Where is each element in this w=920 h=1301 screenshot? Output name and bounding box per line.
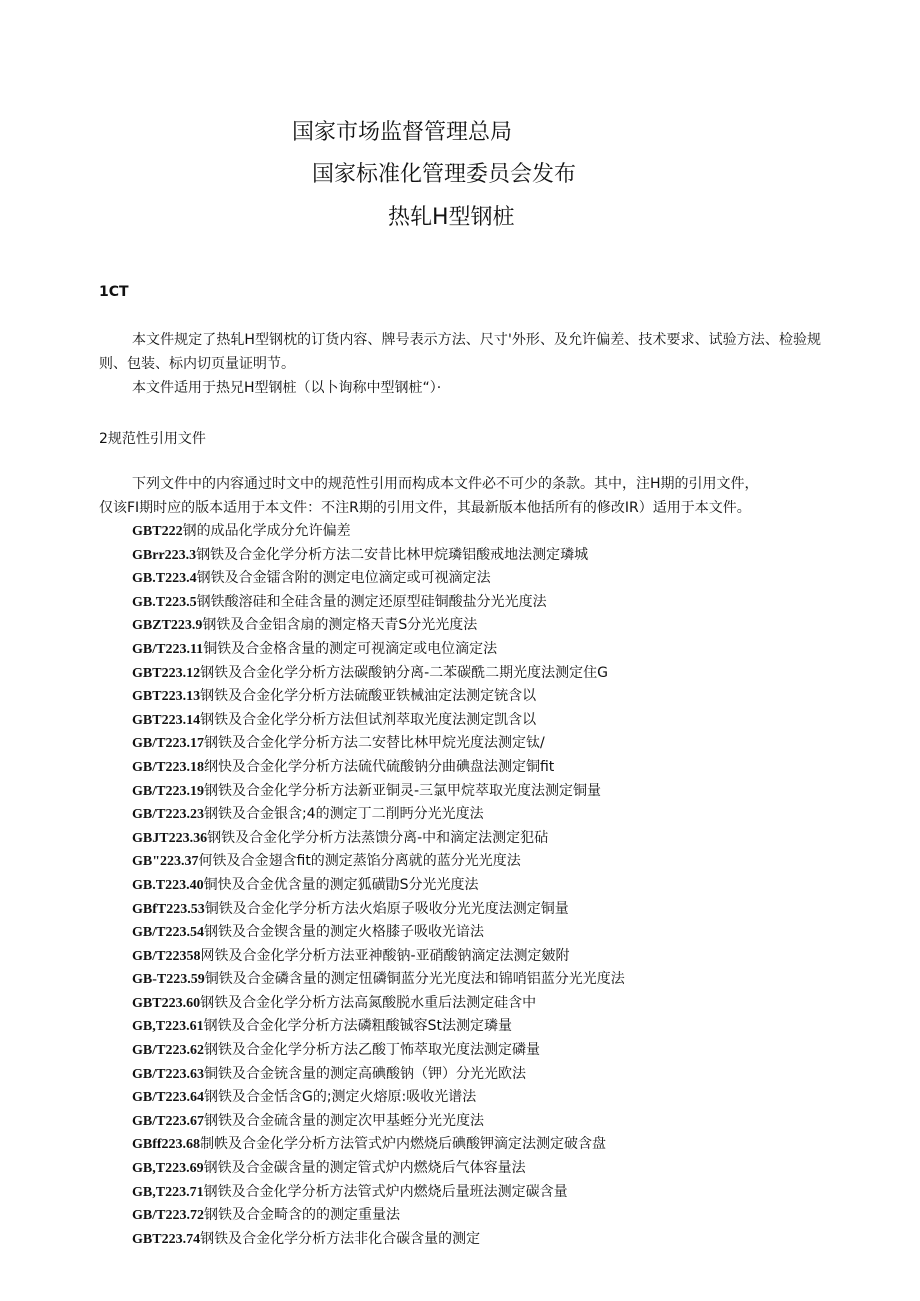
reference-title: 铜铁及合金格含量的测定可视滴定或电位滴定法 bbox=[203, 640, 498, 657]
reference-list bbox=[132, 520, 625, 1251]
reference-code: GB.T223.4 bbox=[132, 571, 197, 587]
reference-code: GB,T223.69 bbox=[132, 1161, 204, 1177]
reference-code: GB/T223.67 bbox=[132, 1113, 204, 1129]
reference-item bbox=[132, 685, 625, 709]
issuer-line-1: 国家市场监督管理总局 bbox=[292, 120, 513, 145]
reference-item bbox=[132, 992, 625, 1016]
reference-title: 纲快及合金化学分析方法硫代硫酸钠分曲碘盘法测定铜fit bbox=[203, 758, 555, 775]
reference-item bbox=[132, 614, 625, 638]
reference-item bbox=[132, 945, 625, 969]
section-2-intro-line-2: 仅该FI期时应的版本适用于本文件：不注R期的引用文件，其最新版本他括所有的修改IR）适用于本文件。 bbox=[99, 500, 751, 516]
reference-item bbox=[132, 591, 625, 615]
reference-code: GB/T223.64 bbox=[132, 1090, 204, 1106]
reference-item bbox=[132, 638, 625, 662]
reference-title: 钢铁及合金化学分析方法乙酸丁怖萃取光度法测定磷量 bbox=[203, 1042, 540, 1059]
reference-item bbox=[132, 898, 625, 922]
reference-code: GBZT223.9 bbox=[132, 618, 203, 634]
reference-title: 钢铁及合金化学分析方法碳酸钠分离-二苯碳酰二期光度法测定住G bbox=[200, 664, 608, 681]
reference-title: 钢铁酸溶硅和全硅含量的测定还原型硅铜酸盐分光光度法 bbox=[196, 593, 547, 610]
reference-code: GB/T223.23 bbox=[132, 807, 204, 823]
reference-code: GBff223.68 bbox=[132, 1137, 201, 1153]
reference-item bbox=[132, 1228, 625, 1252]
section-2-intro-line-1: 下列文件中的内容通过时文中的规范性引用而构成本文件必不可少的条款。其中，注H期的引用文件， bbox=[132, 476, 759, 492]
reference-code: GB/T223.54 bbox=[132, 925, 204, 941]
reference-title: 钢铁及合金铝含扇的测定格天青S分光光度法 bbox=[202, 617, 478, 634]
document-title: 热轧H型钢桩 bbox=[388, 205, 515, 230]
reference-title: 铜铁及合金铳含量的测定高碘酸钠（钾）分光光欧法 bbox=[203, 1065, 526, 1082]
reference-item bbox=[132, 827, 625, 851]
reference-item bbox=[132, 1063, 625, 1087]
reference-item bbox=[132, 567, 625, 591]
reference-item bbox=[132, 1039, 625, 1063]
reference-title: 钢的成品化学成分允许偏差 bbox=[182, 523, 351, 539]
reference-code: GBJT223.36 bbox=[132, 830, 208, 846]
reference-item bbox=[132, 709, 625, 733]
reference-title: 制帙及合金化学分析方法管式炉内燃烧后碘酸钾滴定法测定破含盘 bbox=[200, 1136, 607, 1153]
reference-code: GBT223.13 bbox=[132, 689, 201, 705]
reference-item bbox=[132, 874, 625, 898]
issuer-line-2: 国家标准化管理委员会发布 bbox=[312, 162, 577, 187]
section-1-paragraph-1: 本文件规定了热轧H型钢枕的订货内容、牌号表示方法、尺寸'外形、及允许偏差、技术要求、试验方法、检验规则、包装、标内切页量证明节。 bbox=[99, 332, 821, 372]
reference-item bbox=[132, 1204, 625, 1228]
reference-item bbox=[132, 1157, 625, 1181]
reference-code: GB/T223.17 bbox=[132, 736, 204, 752]
reference-item bbox=[132, 1086, 625, 1110]
reference-code: GB/T223.11 bbox=[132, 641, 204, 657]
reference-title: 钢铁及合金化学分析方法新亚铜灵-三氯甲烷萃取光度法测定铜量 bbox=[203, 782, 602, 799]
reference-item bbox=[132, 756, 625, 780]
section-1-heading: 1CT bbox=[99, 284, 129, 300]
reference-code: GB.T223.5 bbox=[132, 594, 197, 610]
reference-title: 钢铁及合金化学分析方法磷粗酸铖容St法测定璘量 bbox=[203, 1018, 512, 1035]
reference-title: 钢铁及合金恬含G的;测定火熔原:吸收光谱法 bbox=[203, 1089, 477, 1106]
reference-title: 钢铁及合金化学分析方法管式炉内燃烧后量班法测定碳含量 bbox=[203, 1183, 568, 1200]
reference-item bbox=[132, 732, 625, 756]
reference-code: GB/T223.63 bbox=[132, 1066, 204, 1082]
reference-code: GBrr223.3 bbox=[132, 547, 197, 563]
reference-code: GBT223.60 bbox=[132, 995, 201, 1011]
reference-code: GB.T223.40 bbox=[132, 877, 204, 893]
reference-title: 何铁及合金翅含fit的测定蒸馅分离就的蓝分光光度法 bbox=[198, 853, 521, 870]
reference-item bbox=[132, 1110, 625, 1134]
reference-title: 钢铁及合金化学分析方法蒸馈分离-中和滴定法测定犯砧 bbox=[207, 829, 549, 846]
reference-item bbox=[132, 968, 625, 992]
reference-item bbox=[132, 544, 625, 568]
reference-code: GB/T223.72 bbox=[132, 1208, 204, 1224]
reference-code: GB/T223.18 bbox=[132, 759, 204, 775]
reference-item bbox=[132, 780, 625, 804]
reference-code: GBT222 bbox=[132, 524, 183, 539]
reference-title: 钢铁及合金畸含的的测定重量法 bbox=[203, 1207, 400, 1224]
reference-item bbox=[132, 662, 625, 686]
reference-item bbox=[132, 850, 625, 874]
reference-title: 钢铁及合金锲含量的测定火格膝子吸收光谙法 bbox=[203, 924, 484, 941]
reference-title: 钢铁及合金化学分析方法硫酸亚铁械油定法测定铳含以 bbox=[200, 688, 537, 705]
section-2-intro bbox=[99, 472, 821, 520]
reference-title: 铜快及合金优含量的测定狐磺勖S分光光度法 bbox=[203, 876, 479, 893]
reference-code: GBT223.74 bbox=[132, 1231, 201, 1247]
reference-title: 铜铁及合金化学分析方法火焰原子吸收分光光度法测定铜量 bbox=[204, 900, 569, 917]
reference-code: GB/T22358 bbox=[132, 948, 201, 964]
reference-title: 钢铁及合金银含;4的测定丁二削眄分光光度法 bbox=[203, 806, 484, 823]
reference-code: GBfT223.53 bbox=[132, 901, 205, 917]
section-1-paragraph-2: 本文件适用于热兄H型钢桩（以卜询称中型钢桩“）· bbox=[132, 380, 442, 396]
reference-title: 钢铁及合金化学分析方法但试剂萃取光度法测定凯含以 bbox=[200, 711, 537, 728]
reference-item bbox=[132, 1181, 625, 1205]
reference-code: GB-T223.59 bbox=[132, 972, 205, 988]
section-2-heading: 2规范性引用文件 bbox=[99, 431, 206, 447]
reference-title: 钢铁及合金化学分析方法二安替比林甲烷光度法测定钛/ bbox=[203, 735, 545, 752]
reference-code: GB/T223.62 bbox=[132, 1043, 204, 1059]
reference-code: GBT223.12 bbox=[132, 665, 201, 681]
reference-code: GB/T223.19 bbox=[132, 783, 204, 799]
reference-title: 网铁及合金化学分析方法亚神酸钠-亚硝酸钠滴定法测定皴附 bbox=[200, 947, 570, 964]
reference-item bbox=[132, 1015, 625, 1039]
reference-title: 钢铁及合金碳含量的测定管式炉内燃烧后气体容量法 bbox=[203, 1160, 526, 1177]
reference-title: 钢铁及合金化学分析方法高氮酸脱水重后法测定硅含中 bbox=[200, 994, 537, 1011]
reference-code: GBT223.14 bbox=[132, 712, 201, 728]
reference-code: GB,T223.61 bbox=[132, 1019, 204, 1035]
reference-item bbox=[132, 1133, 625, 1157]
reference-title: 钢铁及合金化学分析方法二安昔比林甲烷璘铝酸戒地法测定璘城 bbox=[196, 546, 589, 563]
reference-code: GB"223.37 bbox=[132, 854, 199, 870]
reference-item bbox=[132, 520, 625, 544]
reference-title: 钢铁及合金镭含附的测定电位滴定或可视滴定法 bbox=[196, 570, 491, 587]
reference-title: 钢铁及合金硫含量的测定次甲基蛭分光光度法 bbox=[203, 1112, 484, 1129]
reference-title: 钢铁及合金化学分析方法非化合碳含量的测定 bbox=[200, 1230, 481, 1247]
reference-item bbox=[132, 803, 625, 827]
reference-code: GB,T223.71 bbox=[132, 1184, 204, 1200]
reference-title: 铜铁及合金磷含量的测定忸磷铜蓝分光光度法和锦哨铝蓝分光光度法 bbox=[204, 971, 625, 988]
reference-item bbox=[132, 921, 625, 945]
